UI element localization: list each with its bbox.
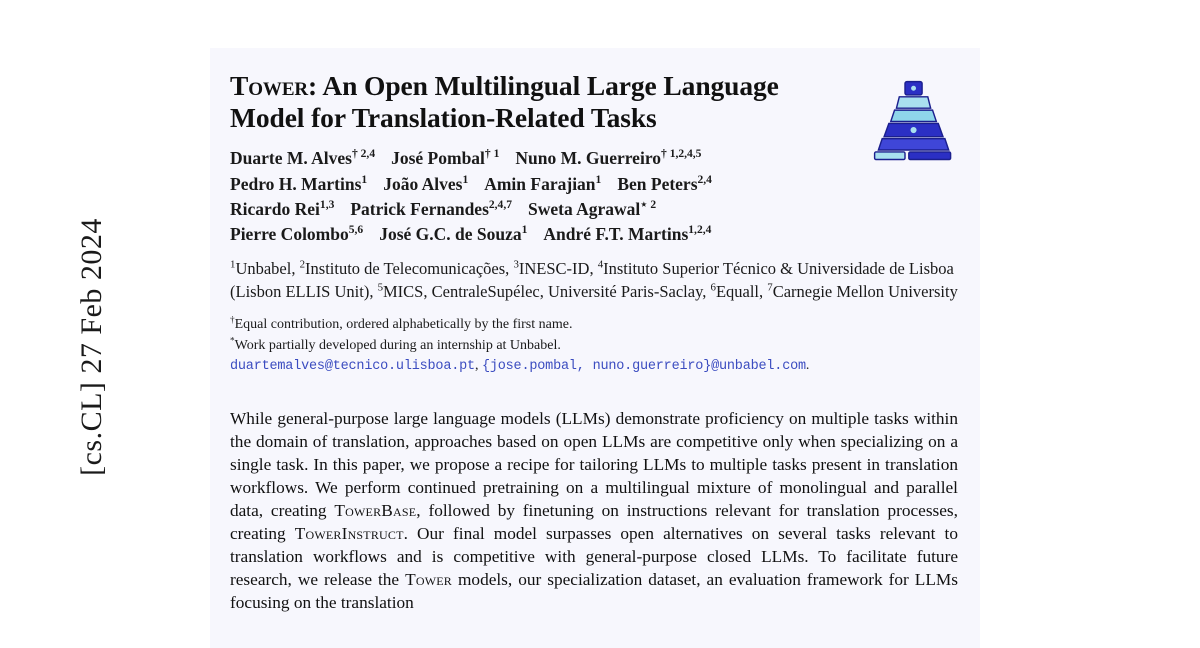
author-name: Patrick Fernandes$^{2,4,7}$ [350, 199, 512, 220]
contact-emails [230, 356, 958, 377]
footnote-internship: *Work partially developed during an internship at Unbabel. [230, 335, 561, 353]
author-name: José G.C. de Souza$^1$ [379, 224, 528, 245]
affiliation-text: Instituto de Telecomunicações, [305, 258, 514, 278]
author-row [230, 222, 870, 247]
author-name: Nuno M. Guerreiro$^{\dagger 1,2,4,5}$ [515, 148, 702, 169]
affiliation-text: Carnegie Mellon University [772, 281, 958, 301]
author-name: André F.T. Martins$^{1,2,4}$ [543, 224, 712, 245]
affiliation-marker: 5 [377, 281, 384, 294]
author-name: Pierre Colombo$^{5,6}$ [230, 224, 364, 245]
email-link-secondary[interactable]: {jose.pombal, nuno.guerreiro}@unbabel.com [481, 359, 806, 374]
author-row [230, 172, 870, 197]
author-affiliation-marker: 5,6 [348, 224, 364, 237]
email-period: . [805, 358, 810, 373]
author-affiliation-marker: 1 [521, 224, 528, 237]
author-affiliation-marker: 1,3 [319, 199, 335, 212]
author-name: João Alves$^1$ [383, 173, 469, 194]
email-link-primary[interactable]: duartemalves@tecnico.ulisboa.pt [230, 359, 475, 374]
affiliation-text: MICS, CentraleSupélec, Université Paris-Saclay, [383, 281, 711, 301]
abstract-text: While general-purpose large language models (LLMs) demonstrate proficiency on multiple tasks within the domain of translation, approaches based on open LLMs are competitive only when specializing on a single task. In this paper, we propose a recipe for tailoring LLMs to multiple tasks present in translation workflows. We perform continued pretraining on a multilingual mixture of monolingual and parallel data, creating TowerBase, followed by finetuning on instructions relevant for translation processes, creating TowerInstruct. Our final model surpasses open alternatives on several tasks relevant to translation workflows and is competitive with general-purpose closed LLMs. To facilitate future research, we release the Tower models, our specialization dataset, an evaluation framework for LLMs focusing on the translation [230, 408, 958, 613]
footnote-marker-dagger: † [230, 314, 235, 325]
author-affiliation-marker: ⋆ 2 [640, 199, 657, 212]
affiliation-list [230, 258, 958, 304]
paper-sheet [210, 48, 980, 648]
affiliation-marker: 6 [710, 281, 716, 294]
tower-logo-icon [867, 74, 962, 169]
author-affiliation-marker: † 2,4 [352, 148, 376, 161]
author-affiliation-marker: † 1,2,4,5 [661, 148, 702, 161]
abstract-smallcaps-towerbase: TowerBase [334, 500, 417, 520]
author-name: José Pombal$^{\dagger 1}$ [391, 148, 500, 169]
footnotes [230, 315, 958, 376]
affiliation-text: Equall, [715, 281, 768, 301]
affiliation-text: INESC-ID, [518, 258, 598, 278]
abstract-smallcaps-towerinstruct: TowerInstruct [294, 524, 404, 544]
title-line-1-rest: : An Open Multilingual Large Language [308, 70, 779, 101]
footnote-equal-contribution: †Equal contribution, ordered alphabetically by the first name. [230, 314, 573, 333]
author-name: Ricardo Rei$^{1,3}$ [230, 199, 335, 220]
author-row [230, 197, 870, 222]
arxiv-identifier-stamp: [cs.CL] 27 Feb 2024 [75, 218, 108, 476]
author-name: Sweta Agrawal$^{⋆ 2}$ [527, 199, 657, 220]
author-affiliation-marker: 2,4,7 [488, 199, 512, 212]
author-list [230, 146, 870, 248]
affiliation-marker: 3 [513, 258, 519, 271]
author-affiliation-marker: 1 [361, 173, 368, 186]
footnote-marker-star: * [230, 335, 235, 346]
abstract-smallcaps-tower: Tower [405, 570, 452, 590]
page-title [230, 70, 855, 134]
email-separator: , [474, 358, 482, 373]
author-name: Pedro H. Martins$^1$ [230, 173, 368, 194]
affiliation-text: Unbabel, [235, 258, 300, 278]
author-name: Ben Peters$^{2,4}$ [617, 173, 712, 194]
author-name: Duarte M. Alves$^{\dagger 2,4}$ [230, 148, 376, 169]
author-affiliation-marker: 1 [595, 173, 602, 186]
affiliation-marker: 2 [299, 258, 306, 271]
title-smallcaps-tower: Tower [230, 70, 309, 101]
page-bottom-fade [210, 638, 980, 648]
affiliation-text: Instituto Superior Técnico & Universidade de Lisboa (Lisbon ELLIS Unit), [230, 258, 954, 301]
author-affiliation-marker: 1,2,4 [688, 224, 712, 237]
affiliation-marker: 1 [230, 258, 236, 271]
affiliation-marker: 7 [767, 281, 773, 294]
author-affiliation-marker: † 1 [484, 148, 500, 161]
author-name: Amin Farajian$^1$ [484, 173, 602, 194]
author-affiliation-marker: 2,4 [697, 173, 712, 186]
author-row [230, 146, 870, 171]
affiliation-marker: 4 [597, 258, 604, 271]
title-line-2: Model for Translation-Related Tasks [230, 102, 657, 134]
author-affiliation-marker: 1 [462, 173, 469, 186]
